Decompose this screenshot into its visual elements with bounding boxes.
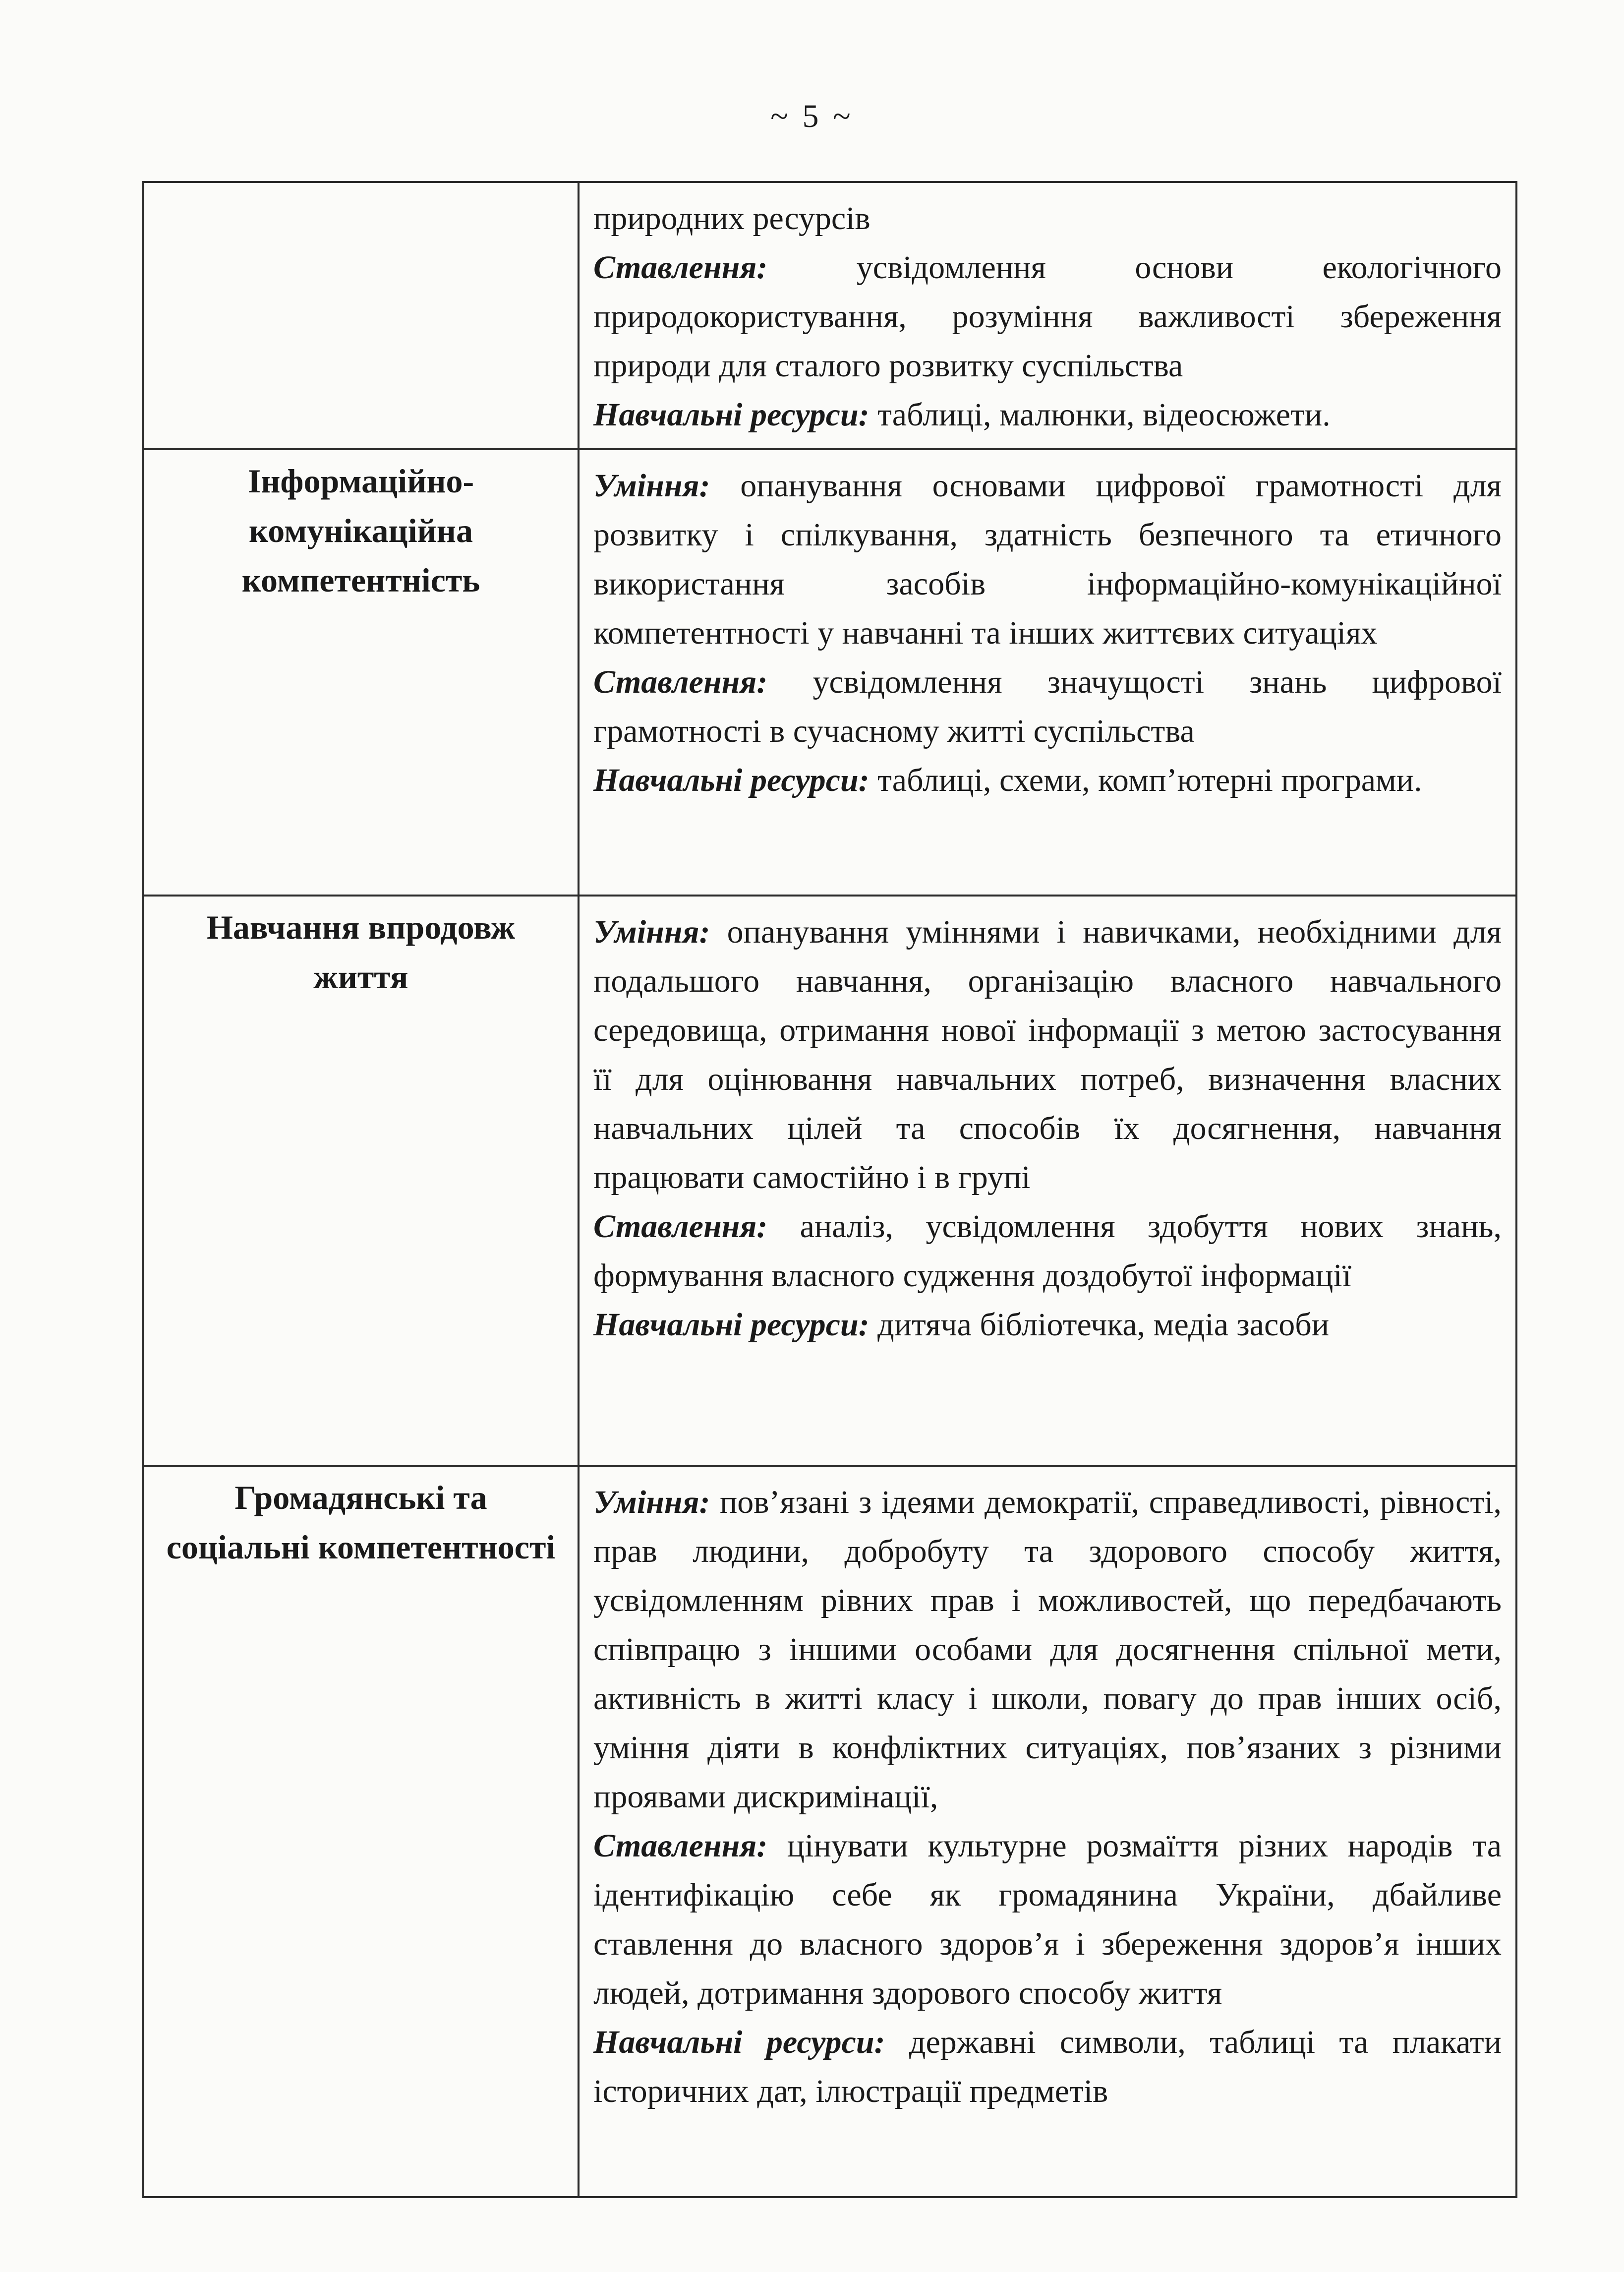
table-row: [143, 896, 1516, 1466]
attitude-paragraph: Ставлення: усвідомлення значущості знань цифрової грамотності в сучасному житті суспільства: [593, 664, 1502, 749]
competence-title: [144, 183, 578, 189]
competence-cell: [143, 449, 579, 896]
attitude-label: Ставлення:: [593, 249, 768, 286]
attitude-paragraph: Ставлення: цінувати культурне розмаїття різних народів та ідентифікацію себе як громадянина України, дбайливе ставлення до власного здоров’я і збереження здоров’я інших людей, дотримання здорового способу життя: [593, 1828, 1502, 2011]
description-cell: [579, 182, 1516, 449]
competence-title: Навчання впродовж життя: [206, 908, 516, 996]
description-cell: [579, 449, 1516, 896]
page-number: ~ 5 ~: [770, 98, 854, 134]
resources-label: Навчальні ресурси:: [593, 762, 870, 798]
resources-paragraph: Навчальні ресурси: таблиці, схеми, комп’ютерні програми.: [593, 762, 1422, 798]
skills-label: Уміння:: [593, 1484, 710, 1520]
resources-label: Навчальні ресурси:: [593, 2024, 885, 2060]
attitude-label: Ставлення:: [593, 1208, 768, 1245]
resources-paragraph: Навчальні ресурси: дитяча бібліотечка, медіа засоби: [593, 1307, 1330, 1343]
resources-label: Навчальні ресурси:: [593, 397, 870, 433]
attitude-paragraph: Ставлення: усвідомлення основи екологічного природокористування, розуміння важливості збереження природи для сталого розвитку суспільства: [593, 249, 1502, 384]
competence-cell: [143, 182, 579, 449]
attitude-label: Ставлення:: [593, 1828, 768, 1864]
competence-cell: [143, 1466, 579, 2197]
competencies-table: [142, 181, 1517, 2198]
description-cell: [579, 896, 1516, 1466]
competence-title: Інформаційно-комунікаційна компетентність: [241, 462, 480, 599]
table-row: [143, 1466, 1516, 2197]
description-paragraph: природних ресурсів: [593, 200, 870, 237]
table-row: [143, 449, 1516, 896]
resources-label: Навчальні ресурси:: [593, 1307, 870, 1343]
skills-paragraph: Уміння: пов’язані з ідеями демократії, справедливості, рівності, прав людини, добробуту та здорового способу життя, усвідомленням рівних прав і можливостей, що передбачають співпрацю з іншими особами для досягнення спільної мети, активність в житті класу і школи, повагу до прав інших осіб, уміння діяти в конфліктних ситуаціях, пов’язаних з різними проявами дискримінації,: [593, 1484, 1502, 1815]
attitude-label: Ставлення:: [593, 664, 768, 700]
competence-title: Громадянські та соціальні компетентності: [166, 1479, 556, 1566]
resources-paragraph: Навчальні ресурси: державні символи, таблиці та плакати історичних дат, ілюстрації предметів: [593, 2024, 1502, 2109]
description-cell: [579, 1466, 1516, 2197]
competence-cell: [143, 896, 579, 1466]
resources-paragraph: Навчальні ресурси: таблиці, малюнки, відеосюжети.: [593, 397, 1331, 433]
attitude-paragraph: Ставлення: аналіз, усвідомлення здобуття нових знань, формування власного судження доздобутої інформації: [593, 1208, 1502, 1294]
skills-paragraph: Уміння: опанування уміннями і навичками, необхідними для подальшого навчання, організацію власного навчального середовища, отримання нової інформації з метою застосування її для оцінювання навчальних потреб, визначення власних навчальних цілей та способів їх досягнення, навчання працювати самостійно і в групі: [593, 914, 1502, 1196]
skills-paragraph: Уміння: опанування основами цифрової грамотності для розвитку і спілкування, здатність безпечного та етичного використання засобів інформаційно-комунікаційної компетентності у навчанні та інших життєвих ситуаціях: [593, 468, 1502, 651]
skills-label: Уміння:: [593, 914, 710, 950]
skills-label: Уміння:: [593, 468, 710, 504]
table-row: [143, 182, 1516, 449]
